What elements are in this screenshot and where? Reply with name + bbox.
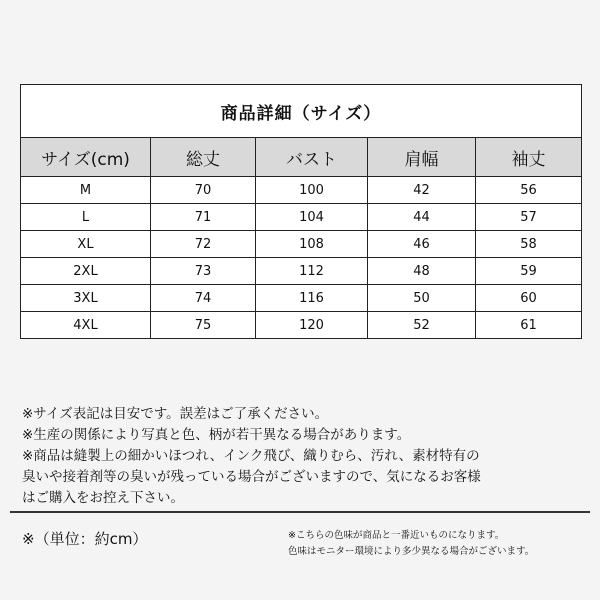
header-sleeve: 袖丈 — [476, 138, 582, 177]
table-row — [21, 204, 582, 231]
table-row — [21, 258, 582, 285]
note-line: ※商品は縫製上の細かいほつれ、インク飛び、織りむら、汚れ、素材特有の — [22, 448, 480, 464]
table-title: 商品詳細（サイズ） — [21, 85, 582, 138]
bust-cell: 120 — [256, 312, 368, 339]
header-size: サイズ(cm) — [21, 138, 151, 177]
shoulder-cell: 46 — [368, 231, 476, 258]
size-cell: L — [21, 204, 151, 231]
bust-cell: 104 — [256, 204, 368, 231]
sleeve-cell: 57 — [476, 204, 582, 231]
bust-cell: 116 — [256, 285, 368, 312]
shoulder-cell: 42 — [368, 177, 476, 204]
shoulder-cell: 44 — [368, 204, 476, 231]
shoulder-cell: 48 — [368, 258, 476, 285]
size-table — [20, 84, 582, 339]
shoulder-cell: 50 — [368, 285, 476, 312]
divider — [10, 511, 590, 513]
note-line: ※生産の関係により写真と色、柄が若干異なる場合があります。 — [22, 427, 411, 443]
unit-note: ※（単位：約cm） — [22, 530, 148, 548]
note-line: 臭いや接着剤等の臭いが残っている場合がございますので、気になるお客様 — [22, 469, 481, 485]
table-row — [21, 177, 582, 204]
length-cell: 74 — [151, 285, 256, 312]
notes-block — [22, 404, 582, 509]
table-row — [21, 231, 582, 258]
length-cell: 72 — [151, 231, 256, 258]
color-note-line: 色味はモニター環境により多少異なる場合がございます。 — [288, 546, 535, 557]
size-cell: 4XL — [21, 312, 151, 339]
header-length: 総丈 — [151, 138, 256, 177]
sleeve-cell: 61 — [476, 312, 582, 339]
table-row — [21, 285, 582, 312]
length-cell: 73 — [151, 258, 256, 285]
sleeve-cell: 59 — [476, 258, 582, 285]
header-bust: バスト — [256, 138, 368, 177]
note-line: はご購入をお控え下さい。 — [22, 490, 184, 506]
color-note-block — [288, 528, 588, 560]
sleeve-cell: 60 — [476, 285, 582, 312]
length-cell: 70 — [151, 177, 256, 204]
length-cell: 71 — [151, 204, 256, 231]
sleeve-cell: 58 — [476, 231, 582, 258]
size-cell: 2XL — [21, 258, 151, 285]
header-shoulder: 肩幅 — [368, 138, 476, 177]
size-cell: XL — [21, 231, 151, 258]
size-cell: M — [21, 177, 151, 204]
shoulder-cell: 52 — [368, 312, 476, 339]
bust-cell: 112 — [256, 258, 368, 285]
bust-cell: 100 — [256, 177, 368, 204]
header-row — [21, 138, 582, 177]
sleeve-cell: 56 — [476, 177, 582, 204]
bust-cell: 108 — [256, 231, 368, 258]
note-line: ※サイズ表記は目安です。誤差はご了承ください。 — [22, 406, 329, 422]
size-cell: 3XL — [21, 285, 151, 312]
table-row — [21, 312, 582, 339]
length-cell: 75 — [151, 312, 256, 339]
color-note-line: ※こちらの色味が商品と一番近いものになります。 — [288, 530, 505, 541]
